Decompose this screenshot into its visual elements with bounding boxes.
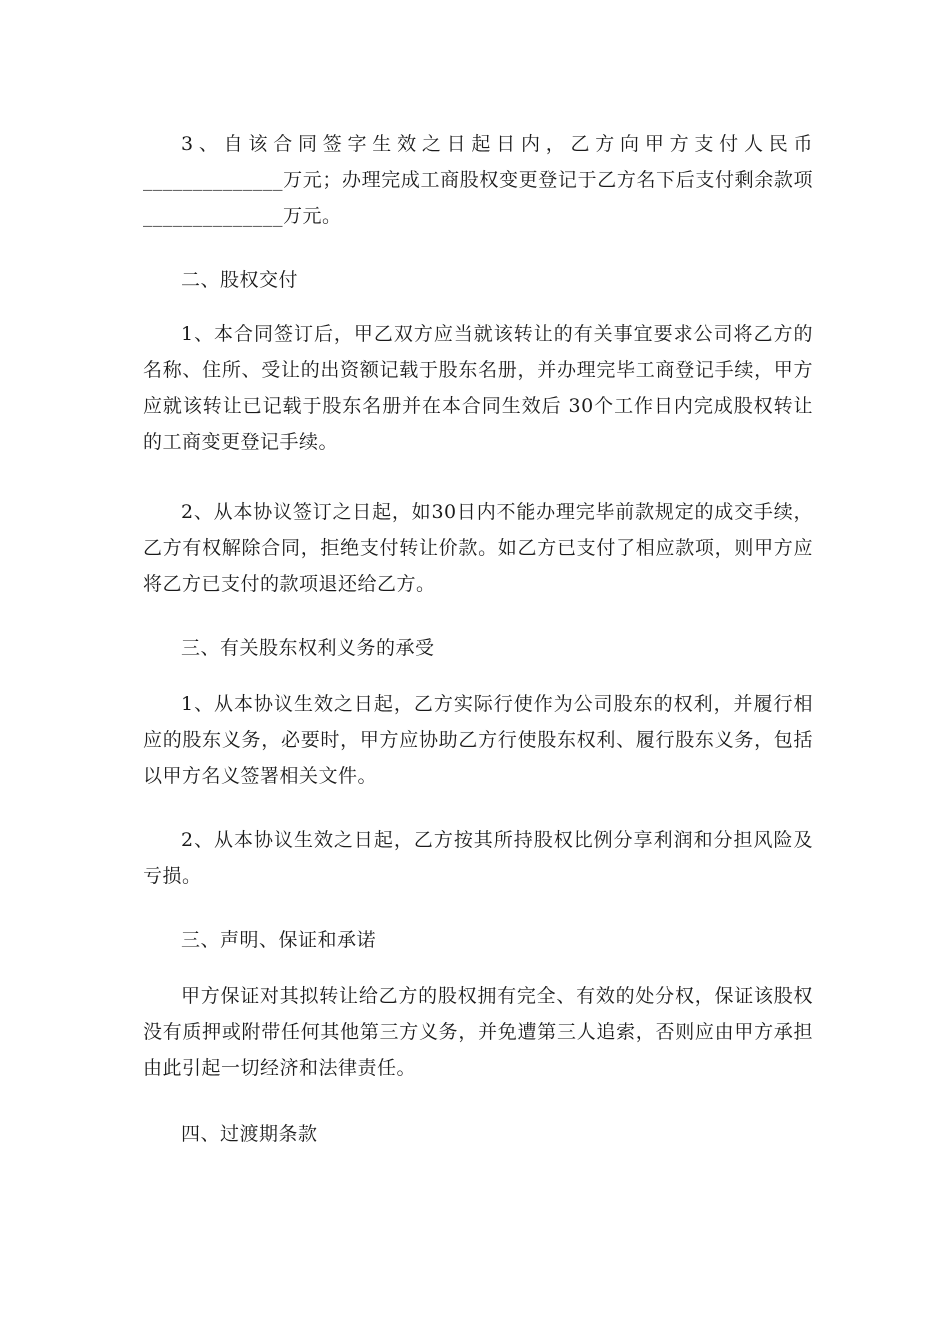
clause-registration: 1、本合同签订后，甲乙双方应当就该转让的有关事宜要求公司将乙方的名称、住所、受让的出资额记载于股东名册，并办理完毕工商登记手续，甲方应就该转让已记载于股东名册并在本合同生效后 30个工作日内完成股权转让的工商变更登记手续。	[143, 323, 813, 453]
section-heading-shareholder-rights: 三、有关股东权利义务的承受	[181, 637, 435, 659]
clause-termination: 2、从本协议签订之日起，如30日内不能办理完毕前款规定的成交手续，乙方有权解除合同，拒绝支付转让价款。如乙方已支付了相应款项，则甲方应将乙方已支付的款项退还给乙方。	[143, 501, 813, 595]
section-heading-warranties: 三、声明、保证和承诺	[181, 929, 377, 951]
section-heading-transition-period: 四、过渡期条款	[181, 1123, 318, 1145]
section-heading-equity-delivery: 二、股权交付	[181, 269, 299, 291]
clause-profit-sharing: 2、从本协议生效之日起，乙方按其所持股权比例分享利润和分担风险及亏损。	[143, 829, 813, 887]
clause-warranty: 甲方保证对其拟转让给乙方的股权拥有完全、有效的处分权，保证该股权没有质押或附带任何其他第三方义务，并免遭第三人追索，否则应由甲方承担由此引起一切经济和法律责任。	[143, 985, 813, 1079]
clause-shareholder-rights: 1、从本协议生效之日起，乙方实际行使作为公司股东的权利，并履行相应的股东义务，必要时，甲方应协助乙方行使股东权利、履行股东义务，包括以甲方名义签署相关文件。	[143, 693, 813, 787]
clause-payment-terms: 3、自该合同签字生效之日起日内，乙方向甲方支付人民币______________万元；办理完成工商股权变更登记于乙方名下后支付剩余款项______________万元。	[143, 133, 813, 227]
